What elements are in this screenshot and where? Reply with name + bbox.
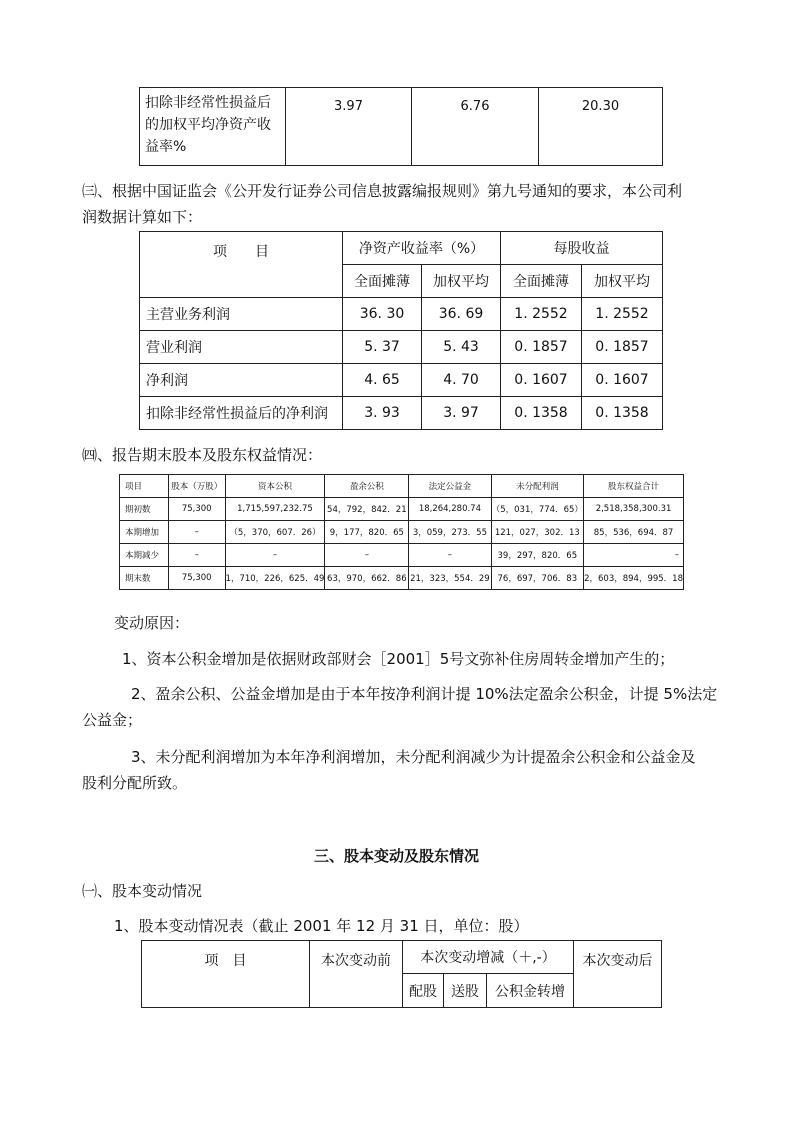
row-label: 本期减少 (120, 544, 169, 567)
cell: – (168, 544, 225, 567)
sub-header: 送股 (444, 974, 487, 1008)
cell: 0. 1857 (582, 331, 663, 364)
col-header: 盈余公积 (325, 475, 409, 498)
cell: 3，059，273．55 (409, 521, 491, 544)
cell: 0. 1857 (501, 331, 582, 364)
cell: 5. 37 (343, 331, 422, 364)
row-item: 净利润 (140, 364, 343, 397)
col-header: 股本（万股） (168, 475, 225, 498)
header-change: 本次变动增减（＋,-） (403, 941, 574, 974)
reason-3-line1: 3、未分配利润增加为本年净利润增加，未分配利润减少为计提盈余公积金和公益金及 (131, 748, 696, 766)
roe-continuation-table (139, 87, 663, 166)
row-label: 期末数 (120, 567, 169, 590)
col-header: 资本公积 (225, 475, 325, 498)
section3-line1: ㈢、根据中国证监会《公开发行证券公司信息披露编报规则》第九号通知的要求，本公司利 (82, 182, 683, 200)
cell: 18,264,280.74 (409, 498, 491, 521)
sub-header: 公积金转增 (487, 974, 574, 1008)
cell: 39，297，820．65 (491, 544, 584, 567)
cell: 121，027，302．13 (491, 521, 584, 544)
section4-title: ㈣、报告期末股本及股东权益情况： (82, 446, 323, 464)
table-row (120, 498, 684, 521)
cell: 5. 43 (422, 331, 501, 364)
table-row (140, 397, 663, 430)
header-before: 本次变动前 (310, 941, 403, 1008)
table-row (140, 298, 663, 331)
cell: 36. 30 (343, 298, 422, 331)
sub-header: 配股 (403, 974, 444, 1008)
cell: 21，323，554．29 (409, 567, 491, 590)
share-change-table-title: 1、股本变动情况表（截止 2001 年 12 月 31 日，单位：股） (114, 917, 529, 935)
reason-2-line2: 公益金； (82, 711, 143, 729)
cell: 1. 2552 (582, 298, 663, 331)
cell: – (584, 544, 684, 567)
sub-header: 全面摊薄 (343, 265, 422, 298)
table-row (120, 567, 684, 590)
reason-2-line1: 2、盈余公积、公益金增加是由于本年按净利润计提 10%法定盈余公积金，计提 5%法定 (131, 685, 718, 703)
cell: 9，177，820．65 (325, 521, 409, 544)
label-line: 扣除非经常性损益后 (145, 95, 271, 111)
header-eps: 每股收益 (501, 232, 663, 265)
reason-1: 1、资本公积金增加是依据财政部财会［2001］5号文弥补住房周转金增加产生的； (122, 650, 675, 668)
cell: 0. 1358 (582, 397, 663, 430)
reason-3-line2: 股利分配所致。 (82, 774, 188, 792)
row-label: 本期增加 (120, 521, 169, 544)
cell: – (409, 544, 491, 567)
cell: 1,715,597,232.75 (225, 498, 325, 521)
cell: 4. 70 (422, 364, 501, 397)
cell: 54，792，842．21 (325, 498, 409, 521)
cell: 85，536，694．87 (584, 521, 684, 544)
sub-header: 加权平均 (582, 265, 663, 298)
header-roe: 净资产收益率（%） (343, 232, 501, 265)
cell: 1. 2552 (501, 298, 582, 331)
deducted-roe-label (140, 88, 286, 166)
cell: 75,300 (168, 498, 225, 521)
sub-header: 全面摊薄 (501, 265, 582, 298)
row-label: 期初数 (120, 498, 169, 521)
cell: 75,300 (168, 567, 225, 590)
cell: 0. 1607 (582, 364, 663, 397)
share-change-table (141, 940, 662, 1008)
share-change-subsection: ㈠、股本变动情况 (82, 882, 203, 900)
cell: 3. 93 (343, 397, 422, 430)
row-item: 扣除非经常性损益后的净利润 (140, 397, 343, 430)
cell: 63，970，662．86 (325, 567, 409, 590)
col-header: 未分配利润 (491, 475, 584, 498)
row-item: 营业利润 (140, 331, 343, 364)
table-row (120, 544, 684, 567)
cell: – (225, 544, 325, 567)
table-row (140, 331, 663, 364)
col-header: 法定公益金 (409, 475, 491, 498)
col-header: 项目 (120, 475, 169, 498)
cell: 2,518,358,300.31 (584, 498, 684, 521)
sub-header: 加权平均 (422, 265, 501, 298)
cell: 0. 1358 (501, 397, 582, 430)
value-cell: 3.97 (286, 88, 412, 166)
chapter-title: 三、股本变动及股东情况 (313, 847, 479, 865)
cell: 1，710，226，625．49 (225, 567, 325, 590)
label-line: 的加权平均净资产收 (145, 117, 271, 133)
profit-table (139, 231, 663, 430)
cell: 76，697，706．83 (491, 567, 584, 590)
table-header-row (120, 475, 684, 498)
label-line: 益率% (145, 139, 187, 155)
header-item: 项 目 (142, 941, 310, 1008)
cell: （5，370，607．26） (225, 521, 325, 544)
header-item: 项 目 (140, 232, 343, 298)
cell: – (325, 544, 409, 567)
cell: （5，031，774．65） (491, 498, 584, 521)
cell: 2，603，894，995．18 (584, 567, 684, 590)
header-after: 本次变动后 (574, 941, 662, 1008)
equity-table (119, 474, 684, 590)
value-cell: 6.76 (412, 88, 539, 166)
row-item: 主营业务利润 (140, 298, 343, 331)
col-header: 股东权益合计 (584, 475, 684, 498)
cell: – (168, 521, 225, 544)
section3-line2: 润数据计算如下： (82, 208, 203, 226)
table-row (140, 364, 663, 397)
value-cell: 20.30 (539, 88, 663, 166)
reasons-title: 变动原因： (114, 614, 190, 632)
table-row (120, 521, 684, 544)
cell: 4. 65 (343, 364, 422, 397)
cell: 36. 69 (422, 298, 501, 331)
cell: 0. 1607 (501, 364, 582, 397)
cell: 3. 97 (422, 397, 501, 430)
